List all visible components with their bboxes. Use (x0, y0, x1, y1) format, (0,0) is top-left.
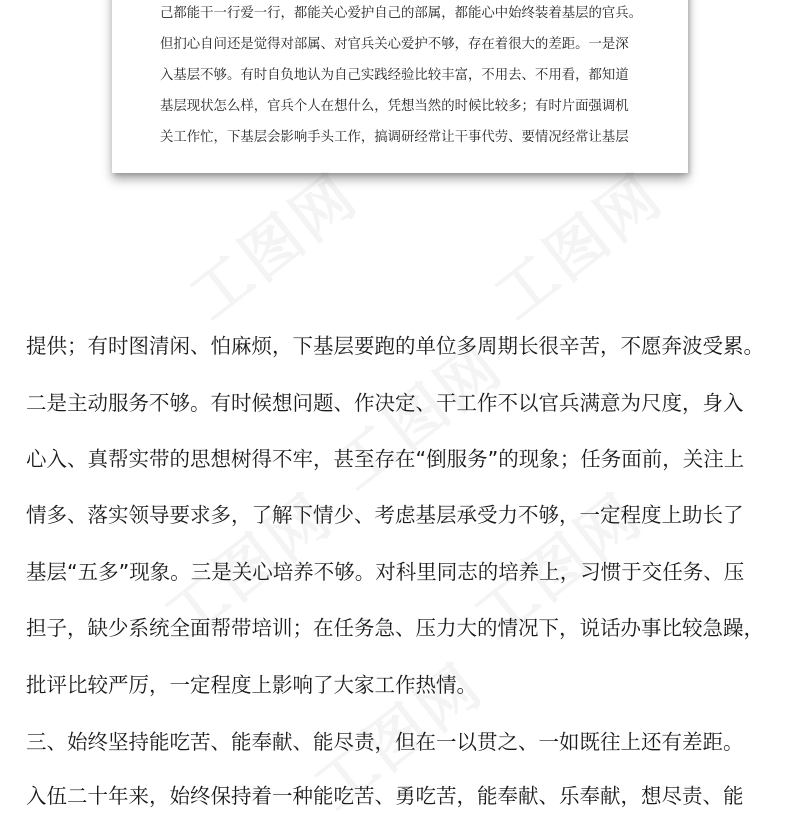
watermark (169, 150, 373, 336)
body-line: 基层“五多”现象。三是关心培养不够。对科里同志的培养上，习惯于交任务、压 (26, 560, 745, 584)
body-line: 情多、落实领导要求多，了解下情少、考虑基层承受力不够，一定程度上助长了 (26, 503, 744, 527)
document-page-preview (112, 0, 688, 173)
body-line: 心入、真帮实带的思想树得不牢，甚至存在“倒服务”的现象；任务面前，关注上 (26, 447, 745, 471)
watermark (474, 150, 678, 336)
preview-line: 入基层不够。有时自负地认为自己实践经验比较丰富，不用去、不用看，都知道 (160, 68, 629, 83)
preview-line: 基层现状怎么样，官兵个人在想什么，凭想当然的时候比较多；有时片面强调机 (160, 99, 629, 114)
preview-line: 关工作忙，下基层会影响手头工作，搞调研经常让干事代劳、要情况经常让基层 (160, 130, 629, 145)
body-line: 二是主动服务不够。有时候想问题、作决定、干工作不以官兵满意为尺度，身入 (26, 391, 744, 415)
preview-line: 己都能干一行爱一行，都能关心爱护自己的部属，都能心中始终装着基层的官兵。 (160, 6, 643, 21)
body-line: 三、始终坚持能吃苦、能奉献、能尽责，但在一以贯之、一如既往上还有差距。 (26, 730, 744, 754)
preview-line: 但扪心自问还是觉得对部属、对官兵关心爱护不够，存在着很大的差距。一是深 (160, 37, 629, 52)
body-line: 担子，缺少系统全面帮带培训；在任务急、压力大的情况下，说话办事比较急躁， (26, 616, 764, 640)
body-line: 入伍二十年来，始终保持着一种能吃苦、勇吃苦，能奉献、乐奉献，想尽责、能 (26, 784, 744, 808)
body-line: 批评比较严厉，一定程度上影响了大家工作热情。 (26, 673, 477, 697)
body-line: 提供；有时图清闲、怕麻烦，下基层要跑的单位多周期长很辛苦，不愿奔波受累。 (26, 334, 764, 358)
